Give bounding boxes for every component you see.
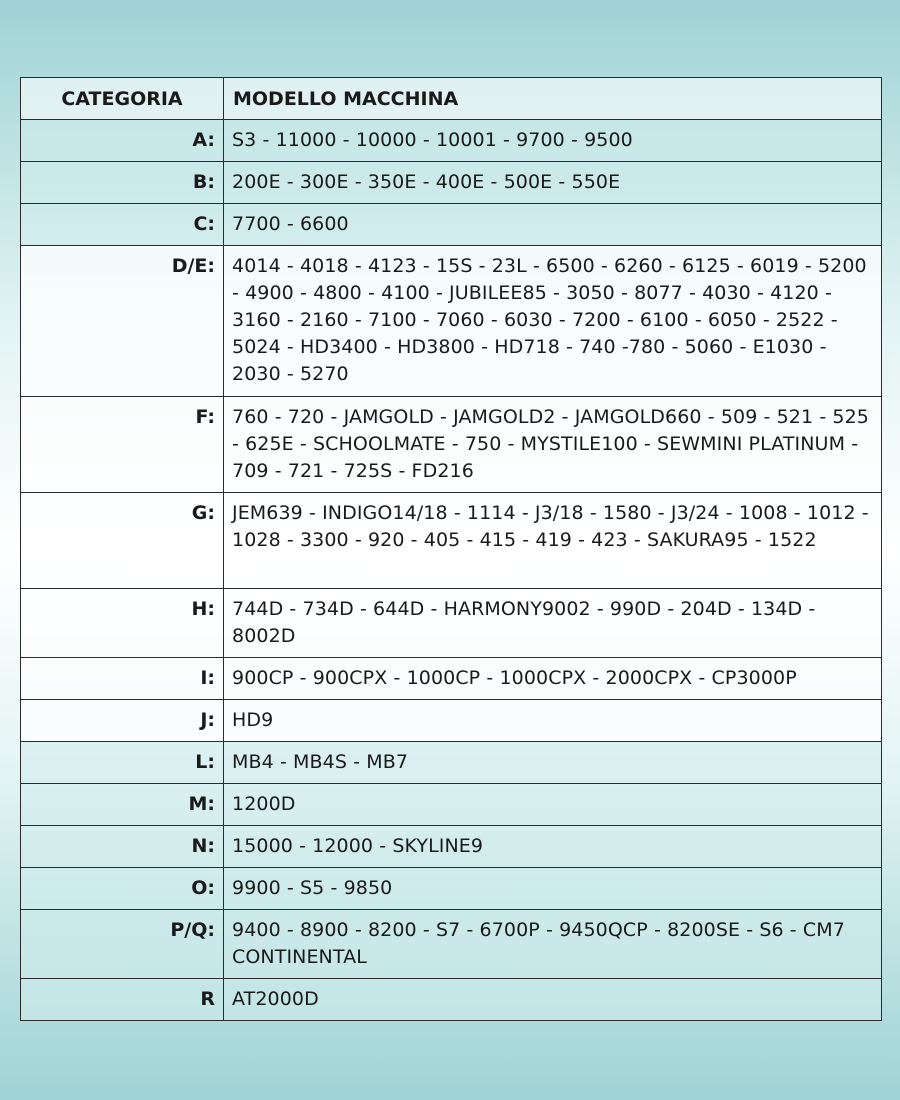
category-cell: M: xyxy=(21,784,224,826)
category-cell: H: xyxy=(21,589,224,658)
model-header: MODELLO MACCHINA xyxy=(224,78,882,120)
models-cell: 744D - 734D - 644D - HARMONY9002 - 990D - 204D - 134D - 8002D xyxy=(224,589,882,658)
models-cell: 900CP - 900CPX - 1000CP - 1000CPX - 2000CPX - CP3000P xyxy=(224,658,882,700)
category-cell: F: xyxy=(21,397,224,493)
table-header-row xyxy=(21,78,882,120)
models-cell: 7700 - 6600 xyxy=(224,204,882,246)
category-cell: I: xyxy=(21,658,224,700)
models-cell: 15000 - 12000 - SKYLINE9 xyxy=(224,826,882,868)
table-row xyxy=(21,979,882,1021)
table-row xyxy=(21,784,882,826)
models-cell: 200E - 300E - 350E - 400E - 500E - 550E xyxy=(224,162,882,204)
category-cell: R xyxy=(21,979,224,1021)
models-cell: MB4 - MB4S - MB7 xyxy=(224,742,882,784)
models-cell: 4014 - 4018 - 4123 - 15S - 23L - 6500 - 6260 - 6125 - 6019 - 5200 - 4900 - 4800 - 4100 - JUBILEE85 - 3050 - 8077 - 4030 - 4120 - 3160 - 2160 - 7100 - 7060 - 6030 - 7200 - 6100 - 6050 - 2522 - 5024 - HD3400 - HD3800 - HD718 - 740 -780 - 5060 - E1030 - 2030 - 5270 xyxy=(224,246,882,397)
category-cell: O: xyxy=(21,868,224,910)
category-cell: A: xyxy=(21,120,224,162)
models-cell: AT2000D xyxy=(224,979,882,1021)
models-cell: JEM639 - INDIGO14/18 - 1114 - J3/18 - 1580 - J3/24 - 1008 - 1012 - 1028 - 3300 - 920 - 405 - 415 - 419 - 423 - SAKURA95 - 1522 xyxy=(224,493,882,589)
category-cell: J: xyxy=(21,700,224,742)
table-row xyxy=(21,246,882,397)
table-row xyxy=(21,742,882,784)
models-cell: 1200D xyxy=(224,784,882,826)
models-cell: 9400 - 8900 - 8200 - S7 - 6700P - 9450QCP - 8200SE - S6 - CM7 CONTINENTAL xyxy=(224,910,882,979)
models-cell: S3 - 11000 - 10000 - 10001 - 9700 - 9500 xyxy=(224,120,882,162)
models-table xyxy=(20,77,882,1021)
table-row xyxy=(21,826,882,868)
table-row xyxy=(21,658,882,700)
table-row xyxy=(21,868,882,910)
category-cell: D/E: xyxy=(21,246,224,397)
category-cell: N: xyxy=(21,826,224,868)
models-cell: HD9 xyxy=(224,700,882,742)
category-cell: B: xyxy=(21,162,224,204)
models-cell: 9900 - S5 - 9850 xyxy=(224,868,882,910)
table-row xyxy=(21,589,882,658)
table-row xyxy=(21,700,882,742)
table-row xyxy=(21,910,882,979)
category-header: CATEGORIA xyxy=(21,78,224,120)
table-row xyxy=(21,397,882,493)
category-cell: L: xyxy=(21,742,224,784)
category-cell: P/Q: xyxy=(21,910,224,979)
table-row xyxy=(21,120,882,162)
models-cell: 760 - 720 - JAMGOLD - JAMGOLD2 - JAMGOLD660 - 509 - 521 - 525 - 625E - SCHOOLMATE - 750 - MYSTILE100 - SEWMINI PLATINUM - 709 - 721 - 725S - FD216 xyxy=(224,397,882,493)
category-cell: C: xyxy=(21,204,224,246)
table-row xyxy=(21,162,882,204)
table-row xyxy=(21,493,882,589)
table-row xyxy=(21,204,882,246)
category-cell: G: xyxy=(21,493,224,589)
